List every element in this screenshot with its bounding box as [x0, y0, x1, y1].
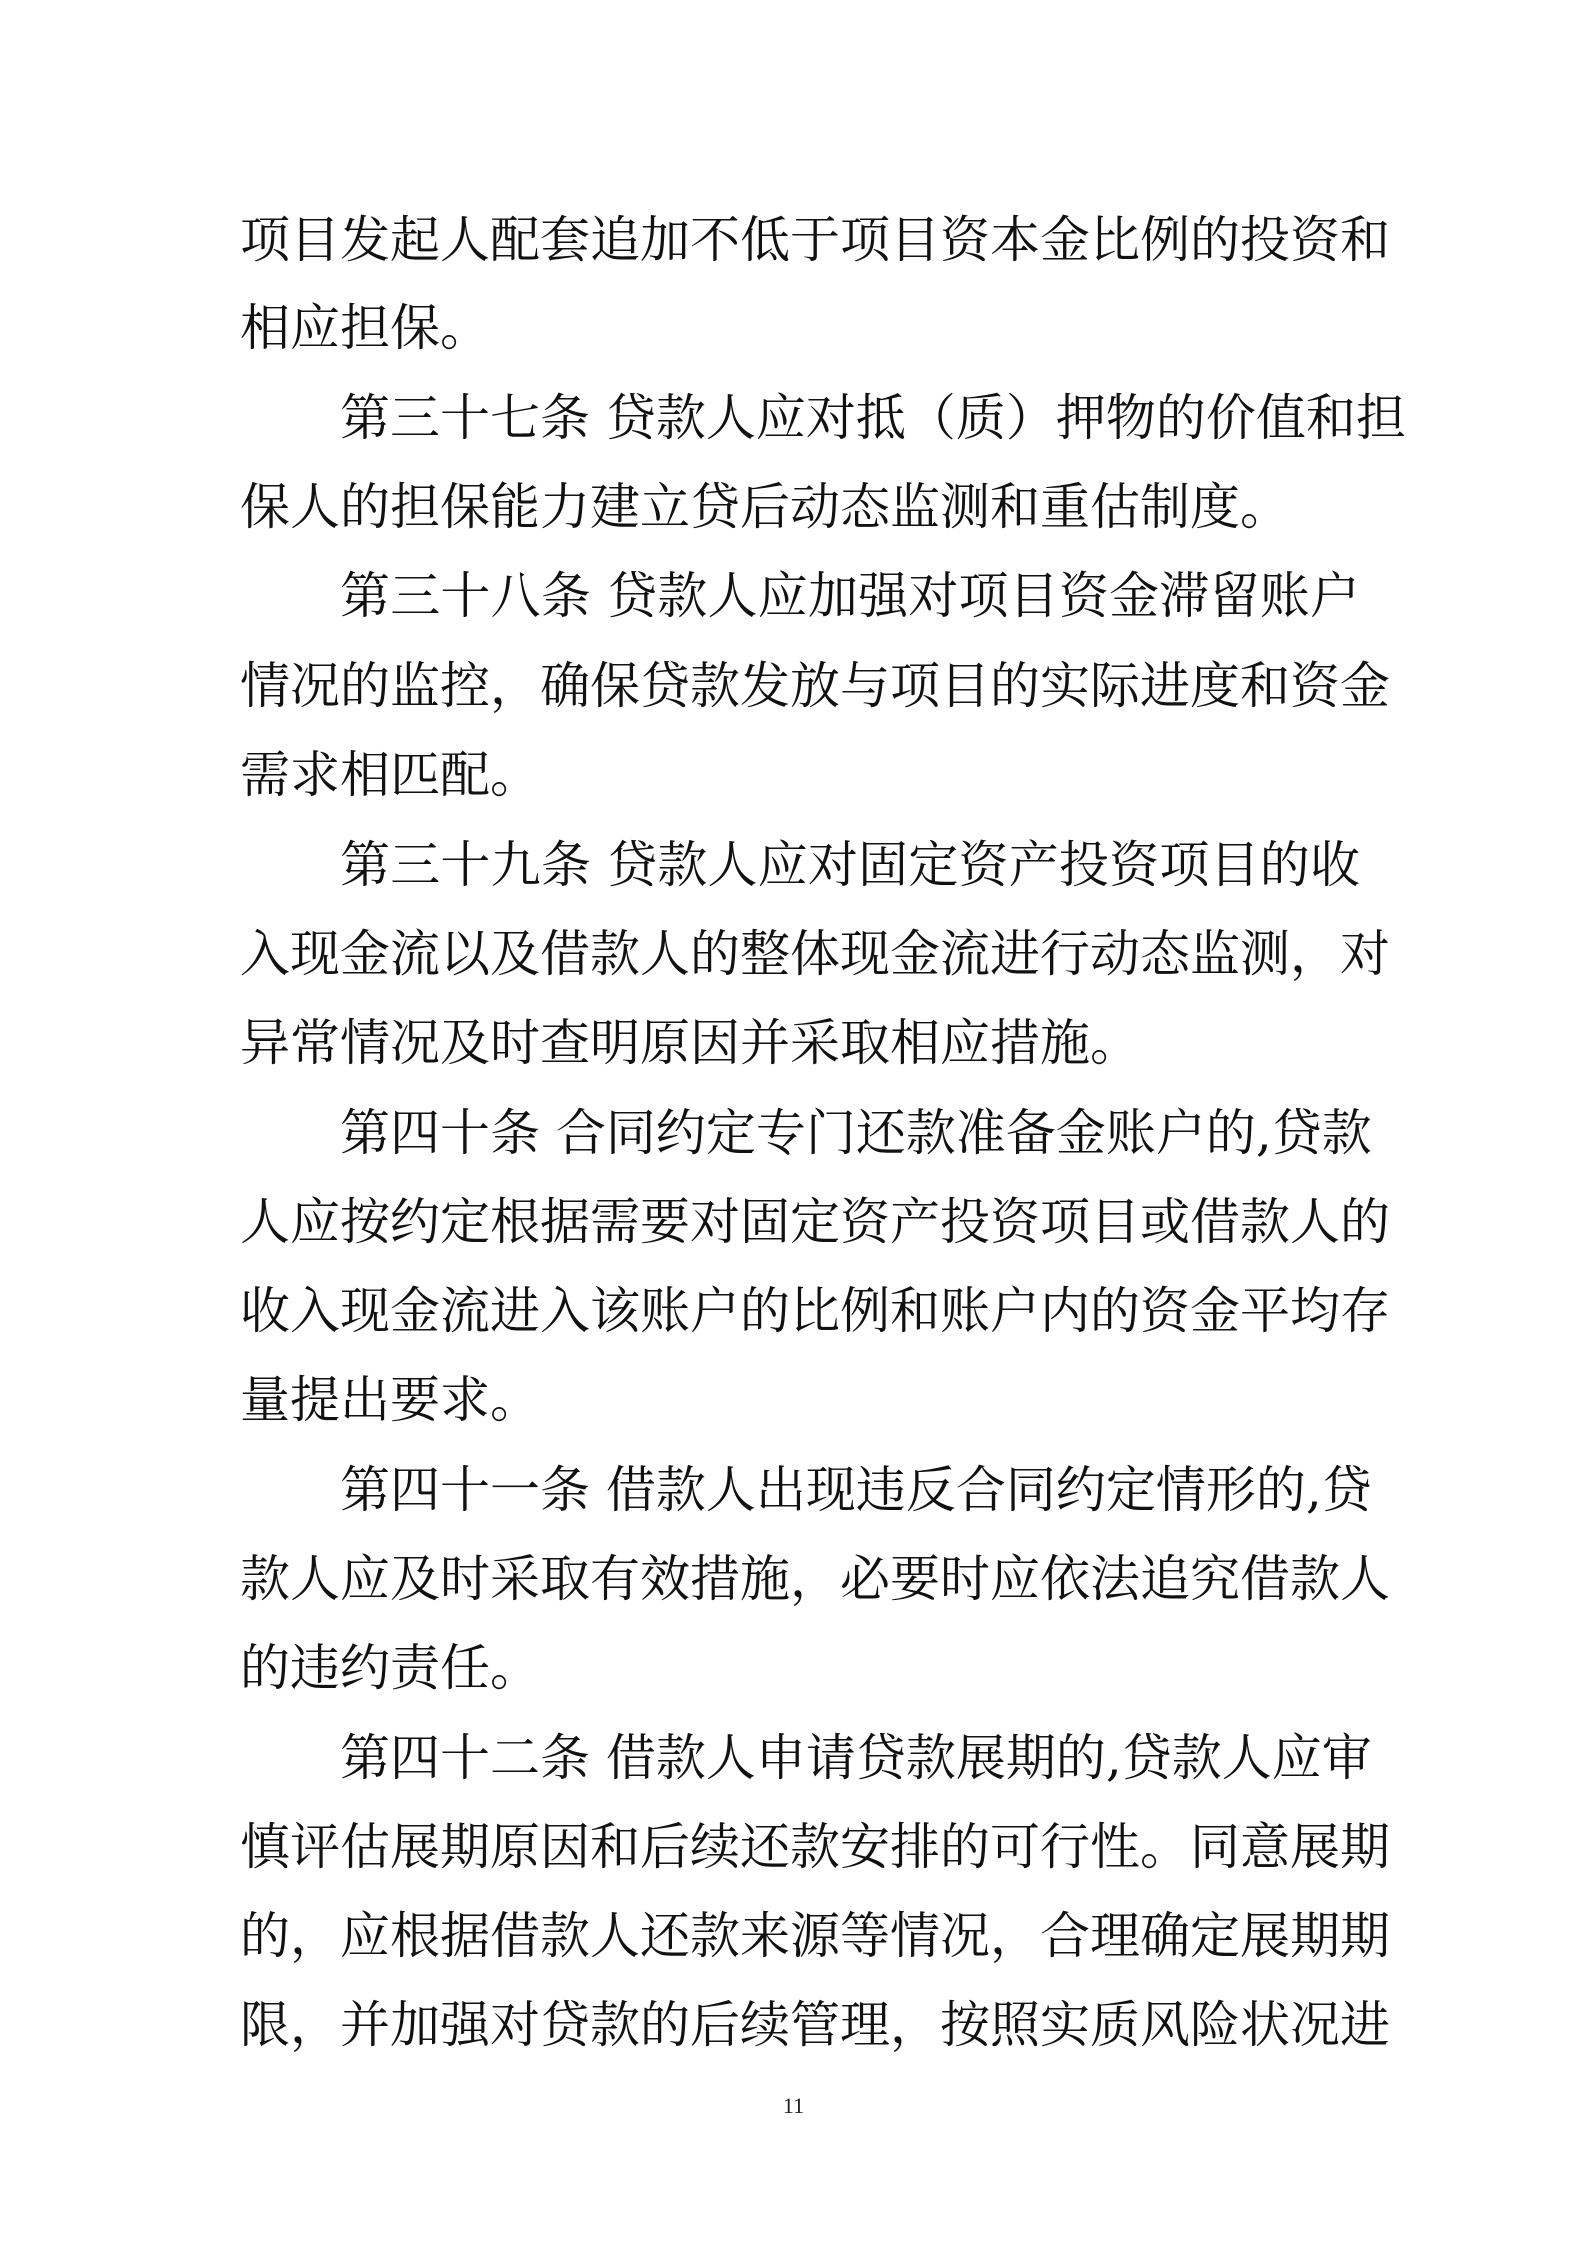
text-line: 慎评估展期原因和后续还款安排的可行性。同意展期	[240, 1818, 1390, 1876]
text-line: 保人的担保能力建立贷后动态监测和重估制度。	[240, 478, 1290, 536]
text-line: 量提出要求。	[240, 1371, 540, 1429]
text-line: 入现金流以及借款人的整体现金流进行动态监测，对	[240, 925, 1390, 983]
article-41-first-line: 第四十一条 借款人出现违反合同约定情形的,贷	[340, 1461, 1372, 1519]
text-line: 异常情况及时查明原因并采取相应措施。	[240, 1014, 1140, 1072]
article-37-first-line: 第三十七条 贷款人应对抵（质）押物的价值和担	[340, 389, 1406, 447]
text-line: 需求相匹配。	[240, 746, 540, 804]
text-line: 人应按约定根据需要对固定资产投资项目或借款人的	[240, 1193, 1390, 1251]
text-line: 项目发起人配套追加不低于项目资本金比例的投资和	[240, 211, 1390, 269]
text-line: 的，应根据借款人还款来源等情况，合理确定展期期	[240, 1907, 1390, 1965]
text-line: 的违约责任。	[240, 1639, 540, 1697]
text-line: 限，并加强对贷款的后续管理，按照实质风险状况进	[240, 1996, 1390, 2054]
text-line: 款人应及时采取有效措施，必要时应依法追究借款人	[240, 1550, 1390, 1608]
article-39-first-line: 第三十九条 贷款人应对固定资产投资项目的收	[340, 836, 1360, 894]
text-line: 情况的监控，确保贷款发放与项目的实际进度和资金	[240, 657, 1390, 715]
article-38-first-line: 第三十八条 贷款人应加强对项目资金滞留账户	[340, 567, 1360, 625]
article-42-first-line: 第四十二条 借款人申请贷款展期的,贷款人应审	[340, 1729, 1372, 1787]
page-number: 11	[782, 2093, 805, 2118]
text-line: 相应担保。	[240, 299, 490, 357]
text-line: 收入现金流进入该账户的比例和账户内的资金平均存	[240, 1282, 1390, 1340]
article-40-first-line: 第四十条 合同约定专门还款准备金账户的,贷款	[340, 1104, 1372, 1162]
